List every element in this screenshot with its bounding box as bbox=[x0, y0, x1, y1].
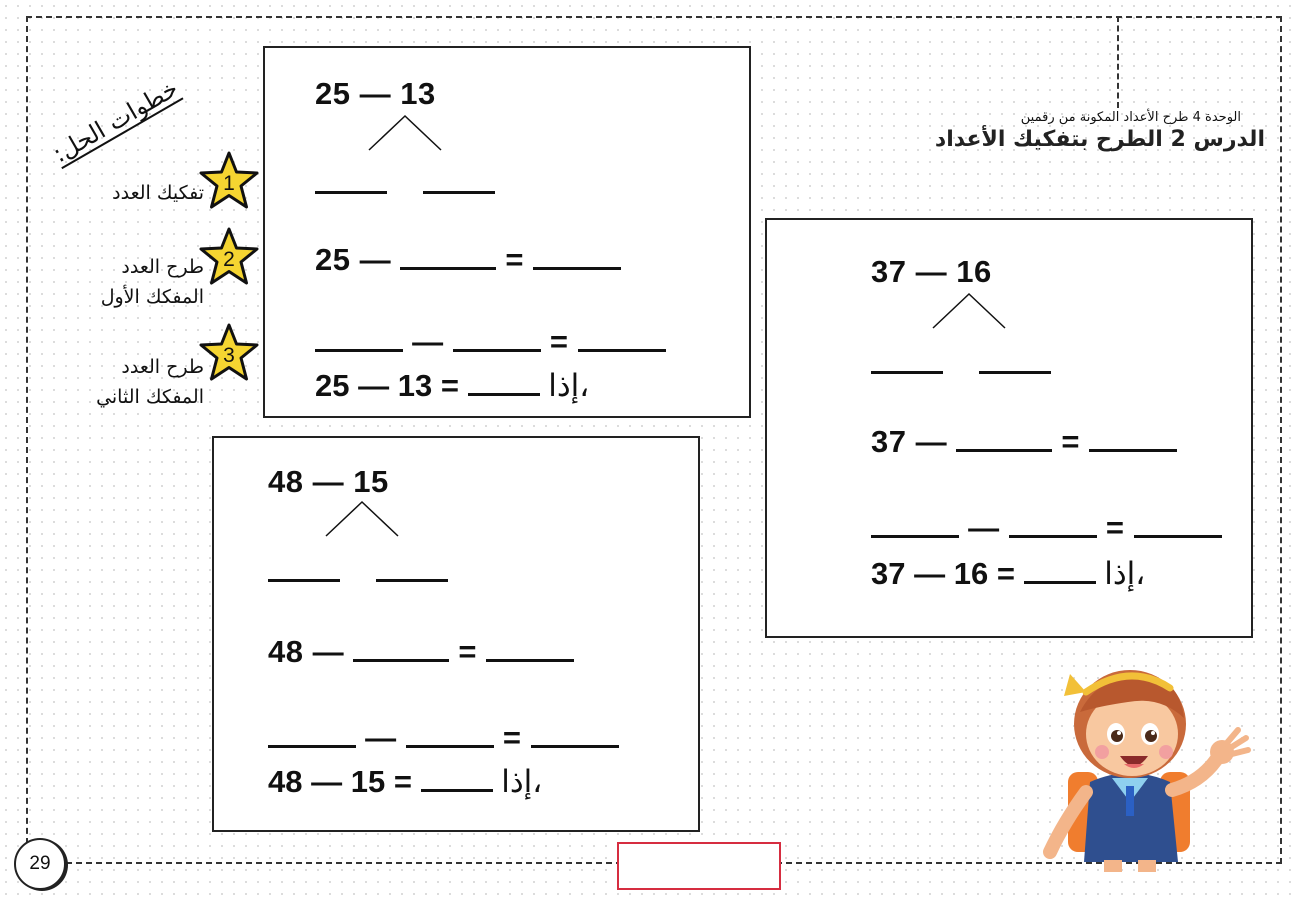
first-subtraction-row bbox=[315, 242, 621, 278]
minus-sign: — bbox=[312, 634, 345, 669]
minuend: 25 bbox=[315, 368, 350, 403]
subtrahend: 15 bbox=[353, 464, 389, 499]
answer-blank[interactable] bbox=[268, 721, 356, 748]
answer-blank[interactable] bbox=[533, 243, 621, 270]
minuend: 48 bbox=[268, 634, 304, 669]
answer-blank[interactable] bbox=[315, 167, 387, 194]
answer-blank[interactable] bbox=[871, 347, 943, 374]
answer-blank[interactable] bbox=[1009, 511, 1097, 538]
answer-blank[interactable] bbox=[353, 635, 449, 662]
therefore-label: إذا، bbox=[548, 368, 590, 404]
answer-blank[interactable] bbox=[956, 425, 1052, 452]
decompose-row bbox=[315, 166, 495, 202]
minuend: 37 bbox=[871, 254, 907, 289]
answer-blank[interactable] bbox=[1134, 511, 1222, 538]
frame-divider bbox=[1117, 16, 1119, 108]
equals-sign: = bbox=[1105, 510, 1125, 545]
minuend: 48 bbox=[268, 464, 304, 499]
equals-sign: = bbox=[549, 324, 569, 359]
student-illustration bbox=[1020, 652, 1260, 872]
equals-sign: = bbox=[393, 764, 412, 799]
minus-sign: — bbox=[915, 254, 948, 289]
minus-sign: — bbox=[915, 424, 948, 459]
minus-sign: — bbox=[412, 324, 444, 359]
answer-blank[interactable] bbox=[1089, 425, 1177, 452]
minuend: 48 bbox=[268, 764, 303, 799]
equals-sign: = bbox=[505, 242, 524, 277]
answer-box[interactable] bbox=[617, 842, 781, 890]
decompose-branch bbox=[929, 292, 1009, 332]
decompose-branch bbox=[365, 114, 445, 154]
second-subtraction-row bbox=[315, 324, 666, 360]
equals-sign: = bbox=[458, 634, 477, 669]
second-subtraction-row bbox=[268, 720, 619, 756]
minus-sign: — bbox=[968, 510, 1000, 545]
final-answer-row bbox=[315, 368, 589, 404]
first-subtraction-row bbox=[268, 634, 574, 670]
decompose-row bbox=[871, 346, 1051, 382]
first-subtraction-row bbox=[871, 424, 1177, 460]
answer-blank[interactable] bbox=[376, 555, 448, 582]
step-number: 3 bbox=[223, 344, 235, 367]
answer-blank[interactable] bbox=[468, 369, 540, 396]
minuend: 25 bbox=[315, 76, 351, 111]
minuend: 37 bbox=[871, 424, 907, 459]
subtrahend: 13 bbox=[400, 76, 436, 111]
minus-sign: — bbox=[365, 720, 397, 755]
therefore-label: إذا، bbox=[501, 764, 543, 800]
unit-title: الوحدة 4 طرح الأعداد المكونة من رقمين bbox=[1020, 110, 1241, 125]
decompose-row bbox=[268, 554, 448, 590]
subtrahend: 16 bbox=[953, 556, 989, 591]
problem-card-3 bbox=[212, 436, 700, 832]
answer-blank[interactable] bbox=[421, 765, 493, 792]
subtrahend: 16 bbox=[956, 254, 992, 289]
minus-sign: — bbox=[312, 464, 345, 499]
step-1-text: تفكيك العدد bbox=[112, 182, 204, 204]
answer-blank[interactable] bbox=[453, 325, 541, 352]
step-3-text: طرح العدد المفكك الثاني bbox=[96, 356, 204, 409]
problem-2-header bbox=[871, 254, 992, 290]
equals-sign: = bbox=[440, 368, 459, 403]
answer-blank[interactable] bbox=[531, 721, 619, 748]
problem-card-1 bbox=[263, 46, 751, 418]
answer-blank[interactable] bbox=[400, 243, 496, 270]
answer-blank[interactable] bbox=[423, 167, 495, 194]
final-answer-row bbox=[871, 556, 1145, 592]
minus-sign: — bbox=[359, 242, 392, 277]
star-icon-1 bbox=[198, 150, 260, 212]
steps-title: خطوات الحل: bbox=[47, 74, 183, 169]
minuend: 37 bbox=[871, 556, 906, 591]
lesson-header bbox=[935, 110, 1265, 152]
answer-blank[interactable] bbox=[315, 325, 403, 352]
answer-blank[interactable] bbox=[268, 555, 340, 582]
final-answer-row bbox=[268, 764, 542, 800]
minus-sign: — bbox=[914, 556, 946, 591]
equals-sign: = bbox=[1061, 424, 1080, 459]
problem-3-header bbox=[268, 464, 389, 500]
minuend: 25 bbox=[315, 242, 351, 277]
therefore-label: إذا، bbox=[1104, 556, 1146, 592]
second-subtraction-row bbox=[871, 510, 1222, 546]
equals-sign: = bbox=[996, 556, 1015, 591]
answer-blank[interactable] bbox=[486, 635, 574, 662]
minus-sign: — bbox=[311, 764, 343, 799]
answer-blank[interactable] bbox=[979, 347, 1051, 374]
step-number: 2 bbox=[223, 248, 235, 271]
step-2-text: طرح العدد المفكك الأول bbox=[100, 256, 204, 309]
decompose-branch bbox=[322, 500, 402, 540]
answer-blank[interactable] bbox=[578, 325, 666, 352]
minus-sign: — bbox=[359, 76, 392, 111]
step-number: 1 bbox=[223, 172, 235, 195]
answer-blank[interactable] bbox=[1024, 557, 1096, 584]
problem-1-header bbox=[315, 76, 436, 112]
minus-sign: — bbox=[358, 368, 390, 403]
star-icon-3 bbox=[198, 322, 260, 384]
page-number: 29 bbox=[14, 838, 66, 890]
subtrahend: 13 bbox=[397, 368, 433, 403]
equals-sign: = bbox=[502, 720, 522, 755]
star-icon-2 bbox=[198, 226, 260, 288]
lesson-title: الدرس 2 الطرح بتفكيك الأعداد bbox=[934, 127, 1265, 152]
subtrahend: 15 bbox=[350, 764, 386, 799]
answer-blank[interactable] bbox=[871, 511, 959, 538]
answer-blank[interactable] bbox=[406, 721, 494, 748]
problem-card-2 bbox=[765, 218, 1253, 638]
